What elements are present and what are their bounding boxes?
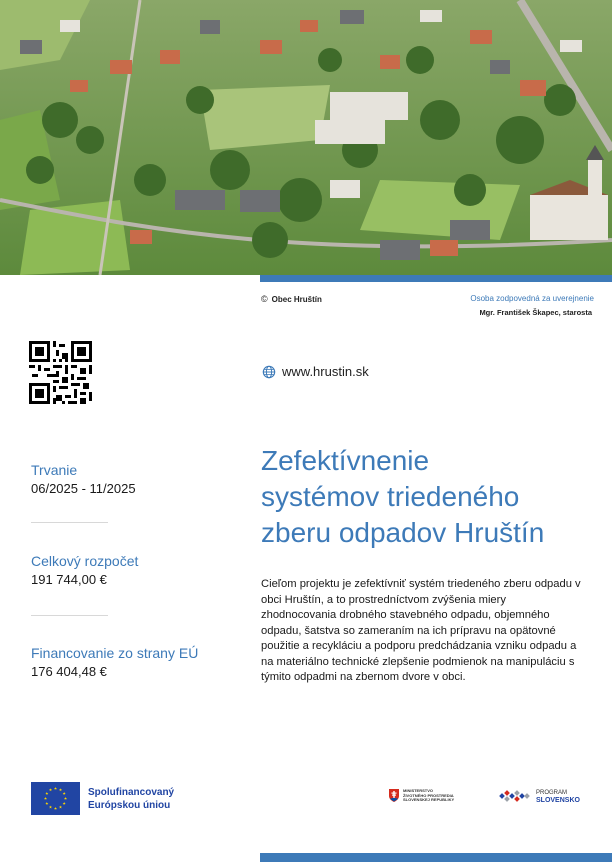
- eu-flag-icon: [31, 782, 80, 815]
- project-title-line: zberu odpadov Hruštín: [261, 517, 545, 548]
- eu-star-icon: [63, 802, 66, 805]
- eu-star-icon: [59, 806, 62, 809]
- eu-star-icon: [63, 792, 66, 795]
- eu-star-icon: [44, 797, 47, 800]
- copyright-owner: Obec Hruštín: [271, 294, 322, 304]
- website-url: www.hrustin.sk: [282, 364, 369, 379]
- top-accent-bar: [260, 275, 612, 282]
- aerial-village-photo: [0, 0, 612, 275]
- budget-label: Celkový rozpočet: [31, 553, 139, 569]
- eu-star-icon: [54, 807, 57, 810]
- program-slovensko-mark-icon: [498, 788, 532, 806]
- program-slovensko-logo: [498, 788, 580, 806]
- eu-star-icon: [49, 806, 52, 809]
- divider: [31, 615, 108, 616]
- project-description: Cieľom projektu je zefektívniť systém triedeného zberu odpadu v obci Hruštín, a to prostredníctvom zvýšenia miery zhodnocovania drobného stavebného odpadu, objemného odpadu, šatstva so zameraním na ich prípravu na opätovné použitie a recykláciu a podporu predchádzania vzniku odpadu a na materiálno technické zlepšenie podmienok na manipuláciu s týmito odpadmi na zbernom dvore v obci.: [261, 578, 581, 683]
- responsible-person-name: Mgr. František Škapec, starosta: [479, 308, 592, 317]
- eu-star-icon: [45, 802, 48, 805]
- eu-cofunded-logo: [31, 782, 174, 815]
- eu-star-icon: [49, 788, 52, 791]
- duration-label: Trvanie: [31, 462, 78, 478]
- eu-funding-value: 176 404,48 €: [31, 664, 107, 679]
- eu-logo-text-line: Európskou úniou: [88, 799, 171, 811]
- project-title: [261, 443, 601, 551]
- ministry-text-line: MINISTERSTVO: [403, 788, 434, 793]
- eu-star-icon: [59, 788, 62, 791]
- project-title-line: Zefektívnenie: [261, 445, 430, 476]
- ministry-text-line: SLOVENSKEJ REPUBLIKY: [403, 797, 455, 802]
- globe-icon: [262, 365, 276, 379]
- duration-value: 06/2025 - 11/2025: [31, 481, 136, 496]
- ministry-text-line: ŽIVOTNÉHO PROSTREDIA: [403, 792, 454, 798]
- photo-credit: [261, 294, 322, 304]
- ministry-environment-logo: [389, 789, 463, 803]
- divider: [31, 522, 108, 523]
- slovak-crest-icon: [389, 789, 399, 802]
- eu-star-icon: [45, 792, 48, 795]
- website-link[interactable]: [262, 364, 369, 379]
- qr-code[interactable]: [29, 341, 92, 404]
- program-text-line: SLOVENSKO: [536, 797, 580, 804]
- budget-value: 191 744,00 €: [31, 572, 107, 587]
- eu-funding-label: Financovanie zo strany EÚ: [31, 645, 199, 661]
- eu-logo-text-line: Spolufinancovaný: [88, 786, 175, 798]
- eu-star-icon: [64, 797, 67, 800]
- project-title-line: systémov triedeného: [261, 481, 520, 512]
- copyright-icon: ©: [261, 294, 268, 304]
- program-text-line: PROGRAM: [536, 790, 568, 796]
- bottom-accent-bar: [260, 853, 612, 862]
- eu-star-icon: [54, 787, 57, 790]
- responsible-person-label: Osoba zodpovedná za uverejnenie: [470, 294, 594, 303]
